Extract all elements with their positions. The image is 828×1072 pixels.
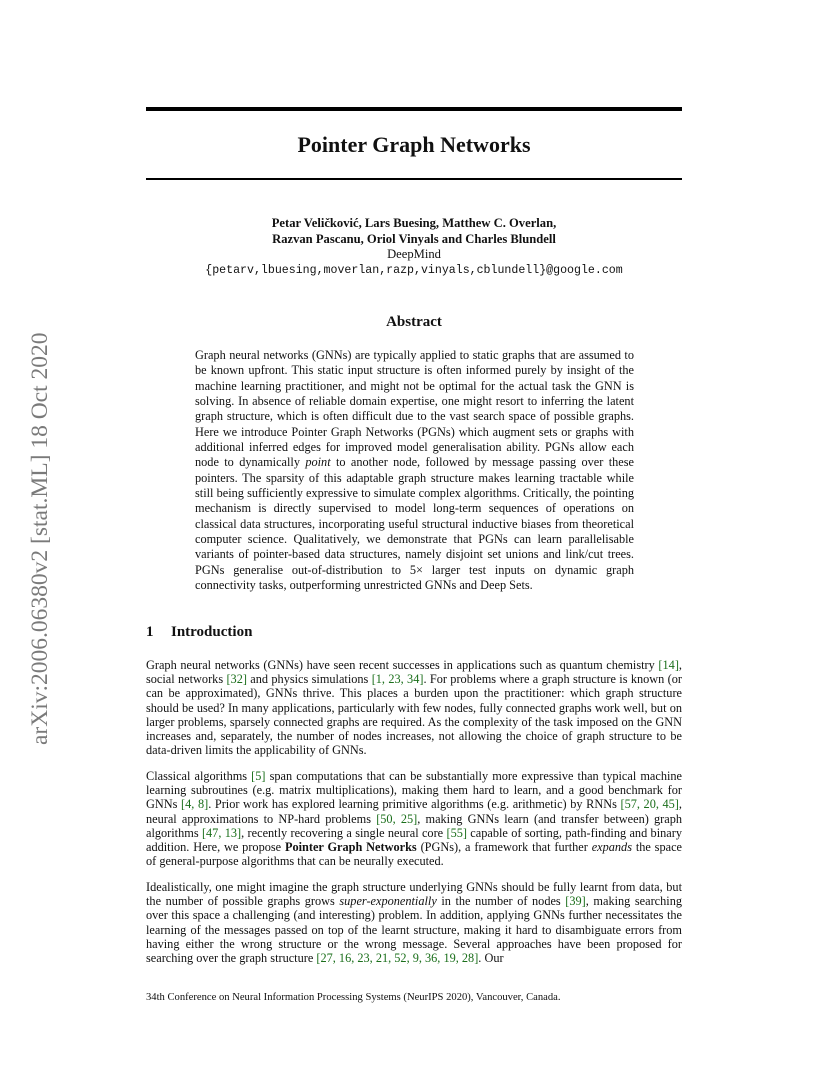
text-run: in the number of nodes	[436, 894, 566, 909]
text-run: , making searching over this space a challenging (and interesting) problem. In addition, applying GNNs further necessitates the learning of the messages passed on top of the learnt structure, making it hard to disambiguate errors from having either the wrong structure or the wrong message. Several approaches have been proposed for searching over the graph structure	[146, 894, 682, 966]
emphasis: super-exponentially	[339, 894, 437, 909]
bold-term: Pointer Graph Networks	[284, 840, 417, 855]
text-run: , recently recovering a single neural core	[241, 825, 447, 840]
citation-link[interactable]: [4, 8]	[181, 797, 209, 812]
text-run: capable of sorting, path-finding and binary addition. Here, we propose	[146, 825, 682, 855]
text-run: Graph neural networks (GNNs) have seen recent successes in applications such as quantum chemistry	[146, 658, 659, 672]
text-run: span computations that can be substantially more expressive than typical machine learning subroutines (e.g. matrix multiplications), making them hard to learn, and a good benchmark for GNNs	[146, 769, 682, 812]
text-run: . Our	[478, 951, 504, 966]
abstract-text	[195, 348, 634, 594]
citation-link[interactable]: [27, 16, 23, 21, 52, 9, 36, 19, 28]	[316, 951, 479, 966]
text-run: , social networks	[146, 658, 682, 687]
author-block	[146, 216, 682, 278]
citation-link[interactable]: [50, 25]	[376, 811, 418, 826]
text-run: , neural approximations to NP-hard problems	[146, 797, 682, 826]
conference-footer: 34th Conference on Neural Information Processing Systems (NeurIPS 2020), Vancouver, Canada.	[146, 992, 561, 1003]
author-emails: {petarv,lbuesing,moverlan,razp,vinyals,cblundell}@google.com	[205, 263, 623, 277]
text-run: . For problems where a graph structure is known (or can be approximated), GNNs thrive. This places a burden upon the practitioner: which graph structure should be used? In many applications, particularly with few nodes, fully connected graphs work well, but on larger problems, sparsely connected graphs are required. As the complexity of the task imposed on the GNN increases and, separately, the number of nodes increases, not allowing the choice of graph structure to be data-driven limits the applicability of GNNs.	[146, 672, 683, 758]
citation-link[interactable]: [39]	[565, 894, 586, 909]
intro-paragraph-3	[146, 880, 682, 965]
text-run: , making GNNs learn (and transfer between) graph algorithms	[146, 811, 683, 840]
authors-line-2: Razvan Pascanu, Oriol Vinyals and Charles Blundell	[272, 231, 556, 246]
text-run: . Prior work has explored learning primitive algorithms (e.g. arithmetic) by RNNs	[208, 797, 621, 812]
citation-link[interactable]: [5]	[251, 769, 266, 783]
emphasis: expands	[591, 840, 632, 855]
citation-link[interactable]: [1, 23, 34]	[371, 672, 424, 687]
abstract-segment: to another node, followed by message passing over these pointers. The sparsity of this adaptable graph structure makes learning tractable while still being sufficiently expressive to simulate complex algorithms. Critically, the pointing mechanism is directly supervised to model long-term sequences of operations on classical data structures, incorporating useful structural inductive biases from theoretical computer science. Qualitatively, we demonstrate that PGNs can learn parallelisable variants of pointer-based data structures, namely disjoint set unions and link/cut trees. PGNs generalise out-of-distribution to 5× larger test inputs on dynamic graph connectivity tasks, outperforming unrestricted GNNs and Deep Sets.	[195, 455, 634, 593]
text-run: Classical algorithms	[146, 769, 252, 783]
abstract-emphasis: point	[305, 455, 331, 470]
citation-link[interactable]: [55]	[446, 825, 467, 840]
affiliation: DeepMind	[387, 247, 441, 261]
section-heading-introduction	[146, 624, 252, 641]
abstract-segment: Graph neural networks (GNNs) are typically applied to static graphs that are assumed to be known upfront. This static input structure is often informed purely by insight of the machine learning practitioner, and might not be optimal for the actual task the GNN is solving. In absence of reliable domain expertise, one might resort to inferring the latent graph structure, which is often difficult due to the vast search space of possible graphs. Here we introduce Pointer Graph Networks (PGNs) which augment sets or graphs with additional inferred edges for improved model generalisation ability. PGNs allow each node to dynamically	[195, 348, 634, 470]
text-run: (PGNs), a framework that further	[416, 840, 592, 855]
section-title: Introduction	[171, 624, 253, 640]
citation-link[interactable]: [32]	[226, 672, 247, 687]
intro-paragraph-2	[146, 769, 682, 868]
intro-paragraph-1	[146, 658, 682, 757]
citation-link[interactable]: [47, 13]	[201, 825, 242, 840]
title-bottom-rule	[146, 178, 682, 180]
section-number: 1	[146, 624, 154, 640]
authors-line-1: Petar Veličković, Lars Buesing, Matthew C. Overlan,	[271, 216, 557, 230]
paper-title: Pointer Graph Networks	[297, 132, 531, 157]
title-top-rule	[146, 107, 682, 111]
text-run: the space of general-purpose algorithms that can be neurally executed.	[146, 840, 682, 869]
text-run: Idealistically, one might imagine the graph structure underlying GNNs should be fully learnt from data, but the number of possible graphs grows	[146, 880, 682, 909]
arxiv-identifier: arXiv:2006.06380v2 [stat.ML] 18 Oct 2020	[27, 332, 53, 745]
citation-link[interactable]: [14]	[658, 658, 679, 672]
abstract-heading: Abstract	[386, 314, 442, 330]
text-run: and physics simulations	[246, 672, 372, 687]
citation-link[interactable]: [57, 20, 45]	[620, 797, 679, 812]
